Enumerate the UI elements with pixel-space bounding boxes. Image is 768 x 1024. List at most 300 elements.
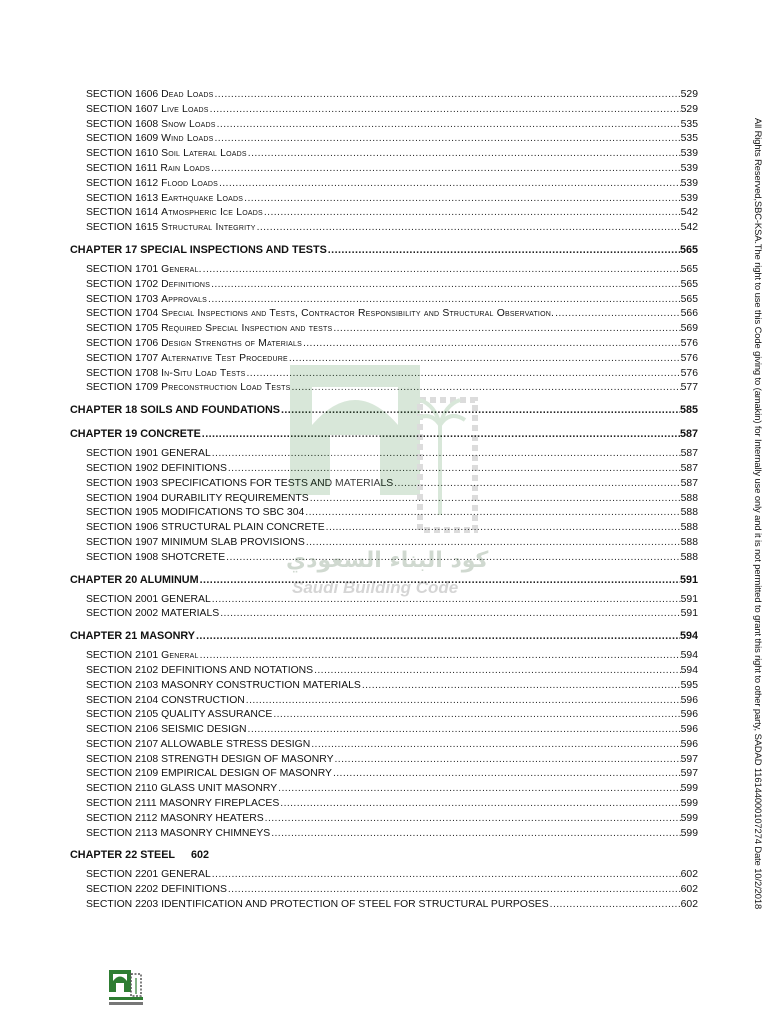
toc-entry-label <box>86 664 313 679</box>
page-number: 576 <box>680 367 698 379</box>
section-title: SEISMIC DESIGN <box>161 724 247 736</box>
section-title: Preconstruction Load Tests <box>161 382 291 394</box>
watermark-english: Saudi Building Code <box>292 578 459 597</box>
section-title: GLASS UNIT MASONRY <box>160 783 278 795</box>
dot-leader <box>245 694 681 709</box>
section-title: EMPIRICAL DESIGN OF MASONRY <box>161 768 332 780</box>
section-number: SECTION 1612 <box>86 177 159 189</box>
dot-leader <box>199 649 681 664</box>
section-number: SECTION 1611 <box>86 162 158 174</box>
section-title: IDENTIFICATION AND PROTECTION OF STEEL FOR STRUCTURAL PURPOSES <box>161 899 549 911</box>
section-title: QUALITY ASSURANCE <box>161 709 273 721</box>
page-number: 602 <box>680 899 698 911</box>
section-title: Live Loads <box>161 103 209 115</box>
section-number: SECTION 1705 <box>86 323 159 335</box>
section-title: STRUCTURAL PLAIN CONCRETE <box>161 522 325 534</box>
toc-section-row[interactable] <box>70 723 698 738</box>
section-title: DURABILITY REQUIREMENTS <box>161 492 309 504</box>
toc-entry-label <box>86 263 202 278</box>
dot-leader <box>554 307 681 322</box>
section-number: SECTION 1609 <box>86 133 159 145</box>
toc-entry-label <box>86 118 216 133</box>
toc-entry-label <box>86 206 263 221</box>
dot-leader <box>210 278 681 293</box>
page-number: 599 <box>680 783 698 795</box>
section-title: Rain Loads <box>160 162 210 174</box>
page-number: 594 <box>680 664 698 676</box>
chapter-number: CHAPTER 18 <box>70 404 138 417</box>
section-title: Special Inspections and Tests, Contractor Responsibility and Structural Observation. <box>161 308 555 320</box>
toc-entry-label <box>86 492 309 507</box>
toc-section-row[interactable] <box>70 506 698 521</box>
toc-entry-label <box>86 177 218 192</box>
toc-section-row[interactable] <box>70 337 698 352</box>
toc-section-row[interactable] <box>70 738 698 753</box>
watermark-arabic: كود البناء السعودي <box>286 548 489 573</box>
toc-section-row[interactable] <box>70 177 698 192</box>
dot-leader <box>334 753 681 768</box>
chapter-title: SPECIAL INSPECTIONS AND TESTS <box>140 243 327 256</box>
section-number: SECTION 1709 <box>86 382 159 394</box>
toc-section-row[interactable] <box>70 679 698 694</box>
page-number: 597 <box>680 768 698 780</box>
chapter-number: CHAPTER 19 <box>70 428 138 441</box>
toc-chapter-row[interactable] <box>70 424 698 444</box>
dot-leader <box>213 132 680 147</box>
toc-section-row[interactable] <box>70 381 698 396</box>
dot-leader <box>202 263 681 278</box>
dot-leader <box>332 767 681 782</box>
dot-leader <box>210 162 681 177</box>
toc-section-row[interactable] <box>70 607 698 622</box>
dot-leader <box>313 664 681 679</box>
toc-section-row[interactable] <box>70 278 698 293</box>
toc-section-row[interactable] <box>70 88 698 103</box>
section-title: Soil Lateral Loads <box>161 148 247 160</box>
page-number: 602 <box>680 869 698 881</box>
toc-section-row[interactable] <box>70 447 698 462</box>
toc-entry-label <box>86 782 277 797</box>
dot-leader <box>227 462 681 477</box>
section-title: SHOTCRETE <box>161 551 226 563</box>
section-number: SECTION 1702 <box>86 278 159 290</box>
section-number: SECTION 2202 <box>86 884 159 896</box>
section-number: SECTION 2101 <box>86 650 159 662</box>
toc-entry-label <box>86 337 302 352</box>
page-number: 566 <box>680 308 698 320</box>
section-title: Required Special Inspection and tests <box>161 323 333 335</box>
toc-entry-label <box>86 506 304 521</box>
section-number: SECTION 1908 <box>86 551 159 563</box>
copyright-notice: All Rights Reserved,SBC-KSA.The right to use this Code giving to (amakin) for Internally use only and it is not permitted to grant this right to other party, SADAD 116144000107274 Date 10/2/2018 <box>753 118 764 910</box>
dot-leader <box>304 506 680 521</box>
toc-section-row[interactable] <box>70 462 698 477</box>
toc-entry-label <box>86 462 227 477</box>
page-number: 602 <box>191 849 210 862</box>
page-number: 588 <box>680 551 698 563</box>
toc-entry-label <box>86 723 247 738</box>
toc-chapter-row[interactable] <box>70 845 698 865</box>
section-number: SECTION 2001 <box>86 593 159 605</box>
toc-section-row[interactable] <box>70 147 698 162</box>
page-number: 529 <box>680 89 698 100</box>
toc-entry-label <box>86 88 213 103</box>
toc-entry-label <box>86 221 256 236</box>
section-number: SECTION 2109 <box>86 768 159 780</box>
section-title: DEFINITIONS <box>161 462 227 474</box>
toc-section-row[interactable] <box>70 664 698 679</box>
section-number: SECTION 1701 <box>86 263 159 275</box>
toc-entry-label <box>86 607 219 622</box>
toc-section-row[interactable] <box>70 293 698 308</box>
toc-section-row[interactable] <box>70 694 698 709</box>
section-title: Design Strengths of Materials <box>161 337 302 349</box>
toc-entry-label <box>86 192 243 207</box>
toc-section-row[interactable] <box>70 649 698 664</box>
section-number: SECTION 2110 <box>86 783 158 795</box>
section-number: SECTION 1905 <box>86 507 159 519</box>
table-of-contents <box>70 88 698 913</box>
section-number: SECTION 1615 <box>86 222 159 234</box>
section-title: GENERAL <box>161 593 211 605</box>
section-title: MASONRY HEATERS <box>160 812 264 824</box>
section-number: SECTION 1607 <box>86 103 159 115</box>
toc-entry-label <box>70 240 327 260</box>
section-title: Earthquake Loads <box>161 192 244 204</box>
section-number: SECTION 1906 <box>86 522 159 534</box>
page-number: 596 <box>680 709 698 721</box>
toc-section-row[interactable] <box>70 367 698 382</box>
page-number: 539 <box>680 148 698 160</box>
toc-entry-label <box>86 753 334 768</box>
page-number: 602 <box>680 884 698 896</box>
page-number: 542 <box>680 207 698 219</box>
toc-section-row[interactable] <box>70 898 698 913</box>
page-number: 535 <box>680 133 698 145</box>
toc-section-row[interactable] <box>70 812 698 827</box>
toc-entry-label <box>86 322 332 337</box>
toc-section-row[interactable] <box>70 118 698 133</box>
page-number: 596 <box>680 738 698 750</box>
section-number: SECTION 2111 <box>86 798 157 810</box>
toc-entry-label <box>86 738 310 753</box>
section-number: SECTION 1708 <box>86 367 159 379</box>
section-number: SECTION 2105 <box>86 709 159 721</box>
toc-entry-label <box>70 845 175 865</box>
page-number: 599 <box>680 798 698 810</box>
toc-entry-label <box>86 649 199 664</box>
toc-section-row[interactable] <box>70 521 698 536</box>
dot-leader <box>211 868 681 883</box>
dot-leader <box>290 381 680 396</box>
page-number: 594 <box>679 630 698 643</box>
toc-entry-label <box>86 868 211 883</box>
page-number: 565 <box>680 263 698 275</box>
dot-leader <box>325 521 681 536</box>
dot-leader <box>270 827 680 842</box>
dot-leader <box>213 88 680 103</box>
page-number: 594 <box>680 650 698 662</box>
dot-leader <box>247 723 681 738</box>
section-title: In-Situ Load Tests <box>161 367 246 379</box>
dot-leader <box>280 400 680 420</box>
toc-entry-label <box>86 162 210 177</box>
dot-leader <box>219 607 680 622</box>
page-number: 599 <box>680 827 698 839</box>
dot-leader <box>309 492 681 507</box>
toc-entry-label <box>86 593 211 608</box>
toc-entry-label <box>86 679 361 694</box>
section-title: GENERAL <box>161 448 211 460</box>
section-number: SECTION 1903 <box>86 477 159 489</box>
toc-entry-label <box>86 797 279 812</box>
section-number: SECTION 1610 <box>86 148 159 160</box>
chapter-title: STEEL <box>140 849 175 862</box>
dot-leader <box>227 883 681 898</box>
section-title: STRENGTH DESIGN OF MASONRY <box>161 753 334 765</box>
toc-section-row[interactable] <box>70 206 698 221</box>
section-title: MASONRY FIREPLACES <box>159 798 280 810</box>
toc-section-row[interactable] <box>70 221 698 236</box>
section-title: Atmospheric Ice Loads <box>161 207 263 219</box>
dot-leader <box>201 424 680 444</box>
toc-entry-label <box>86 307 554 322</box>
toc-entry-label <box>86 883 227 898</box>
page-number: 596 <box>680 724 698 736</box>
section-title: General <box>161 650 199 662</box>
section-title: MATERIALS <box>161 608 220 620</box>
page-number: 565 <box>679 243 698 256</box>
section-number: SECTION 2108 <box>86 753 159 765</box>
section-title: CONSTRUCTION <box>161 694 245 706</box>
toc-section-row[interactable] <box>70 162 698 177</box>
toc-entry-label <box>70 570 199 590</box>
section-title: Snow Loads <box>161 118 216 130</box>
chapter-title: SOILS AND FOUNDATIONS <box>140 404 280 417</box>
toc-entry-label <box>86 293 207 308</box>
toc-entry-label <box>86 708 272 723</box>
section-title: Definitions <box>161 278 211 290</box>
saudi-building-code-logo <box>108 968 144 1008</box>
dot-leader <box>264 812 681 827</box>
section-title: GENERAL <box>161 869 211 881</box>
section-number: SECTION 1606 <box>86 89 159 100</box>
dot-leader <box>277 782 681 797</box>
chapter-number: CHAPTER 22 <box>70 849 138 862</box>
page-number: 529 <box>680 103 698 115</box>
toc-entry-label <box>86 898 549 913</box>
toc-section-row[interactable] <box>70 492 698 507</box>
page-number: 591 <box>680 593 698 605</box>
dot-leader <box>207 293 681 308</box>
dot-leader <box>218 177 681 192</box>
toc-section-row[interactable] <box>70 322 698 337</box>
page-number: 585 <box>679 404 698 417</box>
section-number: SECTION 1614 <box>86 207 159 219</box>
page-number: 588 <box>680 492 698 504</box>
page-number: 535 <box>680 118 698 130</box>
section-title: SPECIFICATIONS FOR TESTS AND MATERIALS <box>161 477 394 489</box>
dot-leader <box>247 147 681 162</box>
page-number: 595 <box>680 679 698 691</box>
section-number: SECTION 2102 <box>86 664 159 676</box>
section-number: SECTION 1704 <box>86 308 159 320</box>
chapter-title: MASONRY <box>140 630 195 643</box>
section-number: SECTION 2203 <box>86 899 159 911</box>
toc-chapter-row[interactable] <box>70 240 698 260</box>
toc-section-row[interactable] <box>70 307 698 322</box>
section-title: Alternative Test Procedure <box>161 352 288 364</box>
toc-section-row[interactable] <box>70 883 698 898</box>
toc-section-row[interactable] <box>70 767 698 782</box>
page-number: 588 <box>680 507 698 519</box>
page-number: 599 <box>680 812 698 824</box>
section-number: SECTION 2103 <box>86 679 159 691</box>
toc-chapter-row[interactable] <box>70 626 698 646</box>
page-number: 565 <box>680 293 698 305</box>
section-number: SECTION 2113 <box>86 827 158 839</box>
section-number: SECTION 1707 <box>86 352 159 364</box>
page-number: 587 <box>680 448 698 460</box>
toc-entry-label <box>86 551 225 566</box>
section-number: SECTION 2002 <box>86 608 159 620</box>
toc-entry-label <box>86 381 290 396</box>
section-title: Wind Loads <box>161 133 214 145</box>
section-title: Dead Loads <box>161 89 214 100</box>
page-number: 565 <box>680 278 698 290</box>
dot-leader <box>272 708 680 723</box>
chapter-title: ALUMINUM <box>139 573 199 586</box>
toc-section-row[interactable] <box>70 782 698 797</box>
toc-section-row[interactable] <box>70 263 698 278</box>
section-number: SECTION 2112 <box>86 812 158 824</box>
section-title: General. <box>161 263 202 275</box>
section-title: MASONRY CONSTRUCTION MATERIALS <box>161 679 361 691</box>
toc-entry-label <box>86 447 211 462</box>
page-number: 588 <box>680 522 698 534</box>
page-number: 539 <box>680 177 698 189</box>
section-title: MASONRY CHIMNEYS <box>160 827 271 839</box>
dot-leader <box>243 192 681 207</box>
toc-section-row[interactable] <box>70 192 698 207</box>
toc-section-row[interactable] <box>70 868 698 883</box>
dot-leader <box>393 477 680 492</box>
dot-leader <box>279 797 680 812</box>
toc-entry-label <box>86 147 247 162</box>
section-number: SECTION 1904 <box>86 492 159 504</box>
chapter-number: CHAPTER 21 <box>70 630 138 643</box>
toc-section-row[interactable] <box>70 477 698 492</box>
page-number: 576 <box>680 337 698 349</box>
toc-chapter-row[interactable] <box>70 400 698 420</box>
dot-leader <box>211 447 681 462</box>
dot-leader <box>216 118 681 133</box>
page-number: 591 <box>680 608 698 620</box>
page-number: 576 <box>680 352 698 364</box>
dot-leader <box>209 103 681 118</box>
toc-entry-label <box>86 767 332 782</box>
toc-entry-label <box>86 352 288 367</box>
toc-entry-label <box>86 521 325 536</box>
dot-leader <box>256 221 681 236</box>
chapter-number: CHAPTER 17 <box>70 243 138 256</box>
toc-entry-label <box>86 132 213 147</box>
section-number: SECTION 2106 <box>86 724 159 736</box>
section-title: DEFINITIONS AND NOTATIONS <box>161 664 314 676</box>
section-number: SECTION 1613 <box>86 192 159 204</box>
toc-section-row[interactable] <box>70 132 698 147</box>
toc-entry-label <box>86 477 393 492</box>
page-number: 588 <box>680 536 698 548</box>
page-number: 587 <box>680 477 698 489</box>
toc-entry-label <box>86 694 245 709</box>
section-title: Structural Integrity <box>161 222 256 234</box>
section-number: SECTION 1703 <box>86 293 159 305</box>
chapter-title: CONCRETE <box>140 428 201 441</box>
toc-entry-label <box>70 424 201 444</box>
dot-leader <box>361 679 681 694</box>
page-number: 597 <box>680 753 698 765</box>
section-number: SECTION 2104 <box>86 694 159 706</box>
dot-leader <box>195 626 680 646</box>
toc-section-row[interactable] <box>70 103 698 118</box>
page-number: 539 <box>680 162 698 174</box>
dot-leader <box>310 738 680 753</box>
section-number: SECTION 1706 <box>86 337 159 349</box>
page-number: 587 <box>680 462 698 474</box>
section-number: SECTION 1901 <box>86 448 159 460</box>
section-title: Approvals <box>161 293 208 305</box>
dot-leader <box>288 352 681 367</box>
toc-entry-label <box>70 400 280 420</box>
chapter-number: CHAPTER 20 <box>70 573 138 586</box>
toc-entry-label <box>86 103 209 118</box>
toc-section-row[interactable] <box>70 797 698 812</box>
section-title: MINIMUM SLAB PROVISIONS <box>161 536 305 548</box>
dot-leader <box>245 367 680 382</box>
section-title: ALLOWABLE STRESS DESIGN <box>160 738 311 750</box>
section-number: SECTION 1608 <box>86 118 159 130</box>
toc-section-row[interactable] <box>70 352 698 367</box>
toc-entry-label <box>86 827 270 842</box>
page-number: 542 <box>680 222 698 234</box>
page-number: 539 <box>680 192 698 204</box>
section-number: SECTION 1907 <box>86 536 159 548</box>
toc-entry-label <box>86 812 264 827</box>
toc-entry-label <box>86 367 245 382</box>
page-number: 569 <box>680 323 698 335</box>
page-number: 577 <box>680 382 698 394</box>
dot-leader <box>327 240 680 260</box>
toc-entry-label <box>86 536 305 551</box>
section-number: SECTION 2107 <box>86 738 159 750</box>
dot-leader <box>302 337 681 352</box>
page-number: 587 <box>679 428 698 441</box>
dot-leader <box>549 898 681 913</box>
page-number: 591 <box>679 573 698 586</box>
section-title: MODIFICATIONS TO SBC 304 <box>161 507 305 519</box>
section-number: SECTION 1902 <box>86 462 159 474</box>
section-title: DEFINITIONS <box>161 884 227 896</box>
toc-section-row[interactable] <box>70 708 698 723</box>
toc-section-row[interactable] <box>70 753 698 768</box>
page-number: 596 <box>680 694 698 706</box>
section-title: Flood Loads <box>161 177 218 189</box>
toc-entry-label <box>70 626 195 646</box>
dot-leader <box>332 322 680 337</box>
toc-section-row[interactable] <box>70 827 698 842</box>
section-number: SECTION 2201 <box>86 869 159 881</box>
